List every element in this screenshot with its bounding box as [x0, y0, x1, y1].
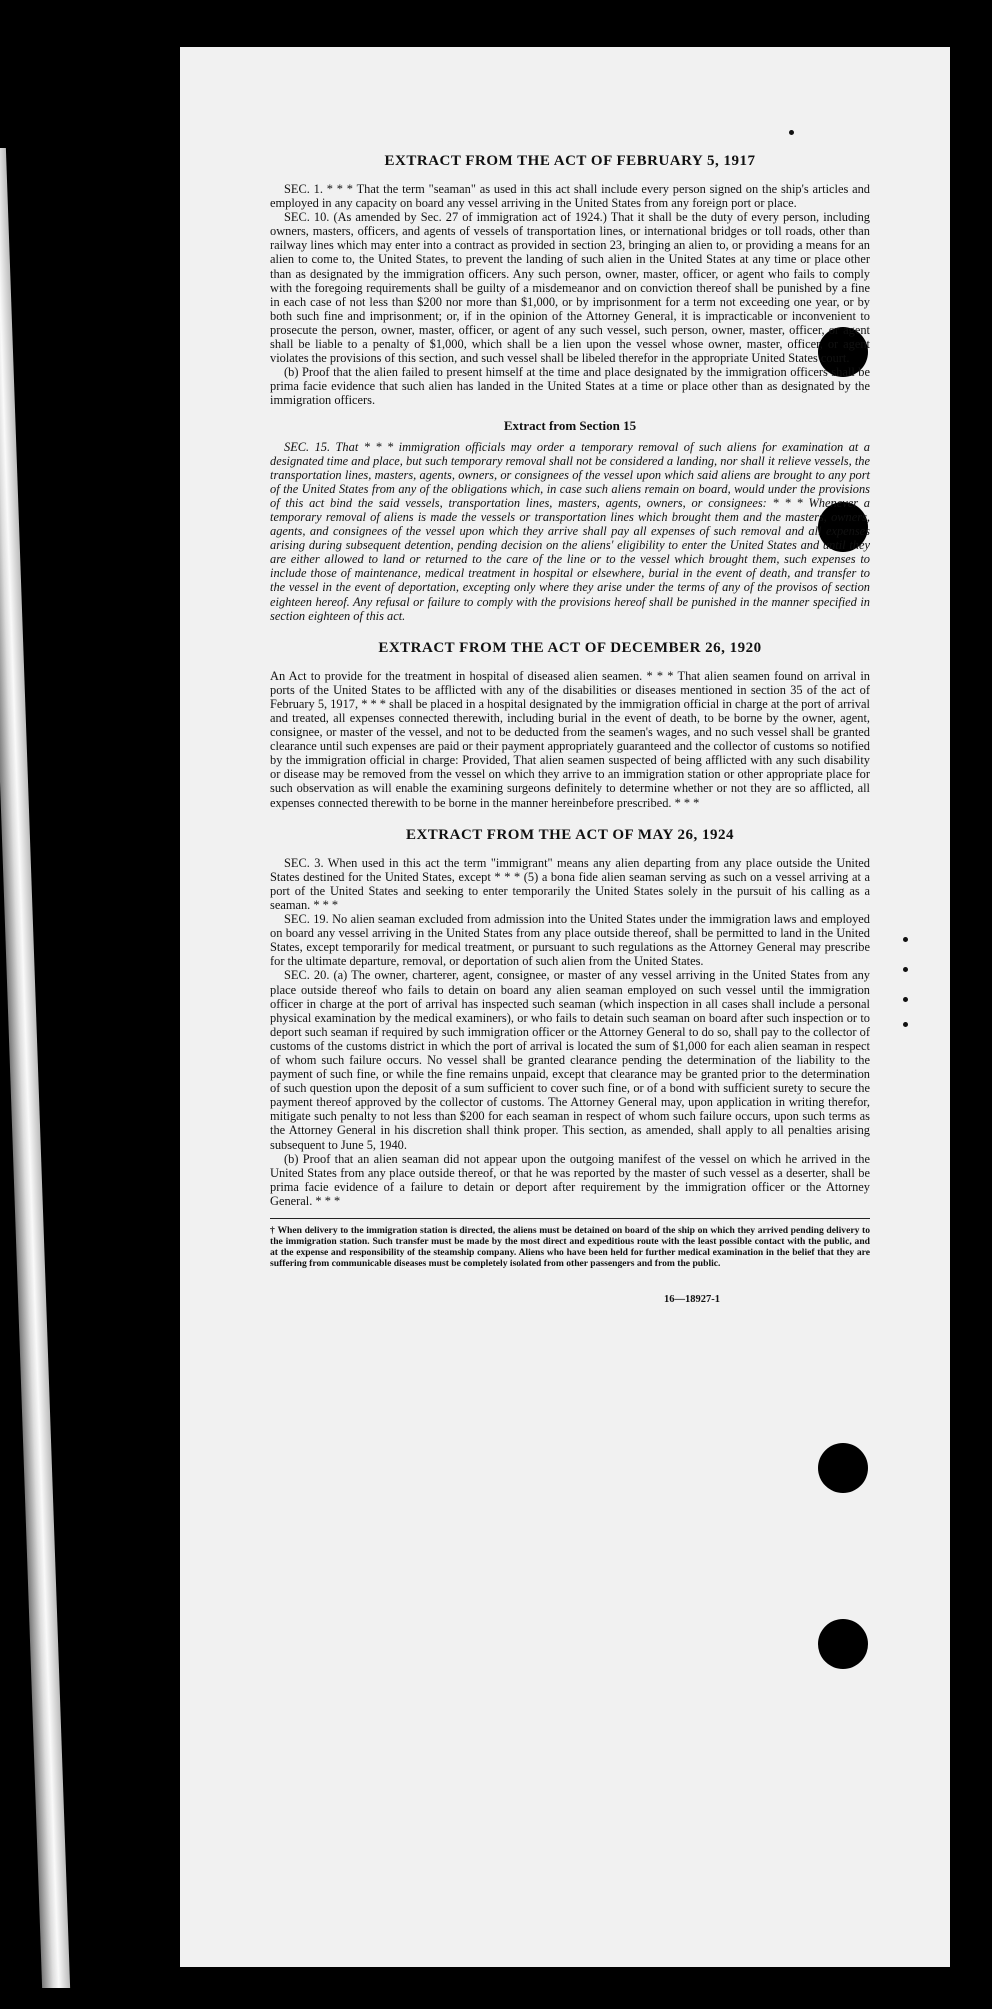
paragraph: SEC. 15. That * * * immigration officials may order a temporary removal of such aliens for examination at a designated time and place, but such temporary removal shall not be considered a landing, nor shall it relieve vessels, the transportation lines, masters, agents, owners, or consignees of the vessel upon which said aliens are brought to any port of the United States from any of the obligations which, in case such aliens remain on board, would under the provisions of this act bind the said vessels, transportation lines, masters, agents, owners, or consignees: * * * Whenever a temporary removal of aliens is made the vessels or transportation lines which brought them and the masters, owners, agents, and consignees of the vessel upon which they arrive shall pay all expenses of such removal and all expenses arising during subsequent detention, pending decision on the aliens' eligibility to enter the United States and until they are either allowed to land or returned to the care of the line or to the vessel which brought them, such expenses to include those of maintenance, medical treatment in hospital or elsewhere, burial in the event of death, and transfer to the vessel in the event of deportation, excepting only where they arise under the terms of any of the provisos of section eighteen hereof. Any refusal or failure to comply with the provisions hereof shall be punished in the manner specified in section eighteen of this act.	[270, 439, 870, 623]
footnote-rule	[270, 1218, 870, 1219]
paragraph: SEC. 1. * * * That the term "seaman" as used in this act shall include every person signed on the ship's articles and employed in any capacity on board any vessel arriving in the United States from any foreign port or place.	[270, 182, 870, 211]
form-code: 16—18927-1	[664, 1294, 720, 1305]
ink-dot	[903, 937, 908, 942]
section-heading: EXTRACT FROM THE ACT OF FEBRUARY 5, 1917	[384, 153, 756, 169]
footnote: † When delivery to the immigration station is directed, the aliens must be detained on board of the ship on which they arrived pending delivery to the immigration station. Such transfer must be made by the most direct and expeditious route with the least possible contact with the public, and at the expense and responsibility of the steamship company. Aliens who have been held for further medical examination in the belief that they are suffering from communicable diseases must be completely isolated from other passengers and from the public.	[270, 1225, 870, 1269]
document-page	[180, 47, 950, 1967]
subsection-heading: Extract from Section 15	[503, 417, 637, 433]
document-body	[270, 152, 870, 1307]
paper-edge-strip	[0, 148, 70, 1988]
paragraph: SEC. 19. No alien seaman excluded from admission into the United States under the immigration laws and employed on board any vessel arriving in the United States from any place outside thereof, shall be permitted to land in the United States, except temporarily for medical treatment, or pursuant to such regulations as the Attorney General may prescribe for the ultimate departure, removal, or deportation of such alien from the United States.	[270, 912, 870, 969]
paragraph: An Act to provide for the treatment in hospital of diseased alien seamen. * * * That alien seamen found on arrival in ports of the United States to be afflicted with any of the disabilities or diseases mentioned in section 35 of the act of February 5, 1917, * * * shall be placed in a hospital designated by the immigration official in charge at the port of arrival and treated, all expenses connected therewith, including burial in the event of death, to be borne by the owner, agent, consignee, or master of the vessel, and not to be deducted from the seamen's wages, and no such vessel shall be granted clearance until such expenses are paid or their payment appropriately guaranteed and the collector of customs so notified by the immigration official in charge: Provided, That alien seamen suspected of being afflicted with any such disability or disease may be removed from the vessel on which they arrive to an immigration station or other appropriate place for such observation as will enable the examining surgeons definitely to determine whether or not they are so afflicted, all expenses connected therewith to be borne in the manner hereinbefore prescribed. * * *	[270, 668, 870, 810]
ink-dot	[903, 997, 908, 1002]
punch-hole	[818, 1619, 868, 1669]
section-heading: EXTRACT FROM THE ACT OF DECEMBER 26, 1920	[378, 639, 762, 656]
paragraph: (b) Proof that an alien seaman did not appear upon the outgoing manifest of the vessel on which he arrived in the United States from any place outside thereof, or that he was reported by the master of such vessel as a deserter, shall be prima facie evidence of a failure to detain or deport after requirement by the immigration officer or the Attorney General. * * *	[270, 1151, 870, 1208]
ink-dot	[903, 1022, 908, 1027]
section-heading: EXTRACT FROM THE ACT OF MAY 26, 1924	[405, 826, 735, 843]
punch-hole	[818, 1443, 868, 1493]
paragraph: SEC. 10. (As amended by Sec. 27 of immigration act of 1924.) That it shall be the duty of every person, including owners, masters, officers, and agents of vessels of transportation lines, or international bridges or toll roads, other than railway lines which may enter into a contract as provided in section 23, bringing an alien to, or providing a means for an alien to come to, the United States, to prevent the landing of such alien in the United States at any time or place other than as designated by the immigration officers. Any such person, owner, master, officer, or agent who fails to comply with the foregoing requirements shall be guilty of a misdemeanor and on conviction thereof shall be punished by a fine in each case of not less than $200 nor more than $1,000, or by imprisonment for a term not exceeding one year, or by both such fine and imprisonment; or, if in the opinion of the Attorney General, it is impracticable or inconvenient to prosecute the person, owner, master, officer, or agent of any such vessel, such person, owner, master, officer, or agent shall be liable to a penalty of $1,000, which shall be a lien upon the vessel whose owner, master, officer, or agent violates the provisions of this section, and such vessel shall be libeled therefor in the appropriate United States court.	[270, 210, 870, 366]
paragraph: (b) Proof that the alien failed to present himself at the time and place designated by the immigration officers shall be prima facie evidence that such alien has landed in the United States at a time or place other than as designated by the immigration officers.	[270, 365, 870, 408]
paragraph: SEC. 20. (a) The owner, charterer, agent, consignee, or master of any vessel arriving in the United States from any place outside thereof who fails to detain on board any alien seaman employed on such vessel until the immigration officer in charge at the port of arrival has inspected such seaman (which inspection in all cases shall include a personal physical examination by the medical examiners), or who fails to detain such seaman on board after such inspection or to deport such seaman if required by such immigration officer or the Attorney General to do so, shall pay to the collector of customs of the customs district in which the port of arrival is located the sum of $1,000 for each alien seaman in respect of whom such failure occurs. No vessel shall be granted clearance pending the determination of the liability to the payment of such fine, or while the fine remains unpaid, except that clearance may be granted prior to the determination of such question upon the deposit of a sum sufficient to cover such fine, or of a bond with sufficient surety to secure the payment thereof approved by the collector of customs. The Attorney General may, upon application in writing therefor, mitigate such penalty to not less than $200 for each seaman in respect of whom such failure occurs, upon such terms as the Attorney General in his discretion shall think proper. This section, as amended, shall apply to all penalties arising subsequent to June 5, 1940.	[270, 968, 870, 1152]
ink-dot	[903, 967, 908, 972]
ink-dot	[789, 130, 794, 135]
paragraph: SEC. 3. When used in this act the term "immigrant" means any alien departing from any place outside the United States destined for the United States, except * * * (5) a bona fide alien seaman serving as such on a vessel arriving at a port of the United States and seeking to enter temporarily the United States solely in the pursuit of his calling as a seaman. * * *	[270, 855, 870, 912]
